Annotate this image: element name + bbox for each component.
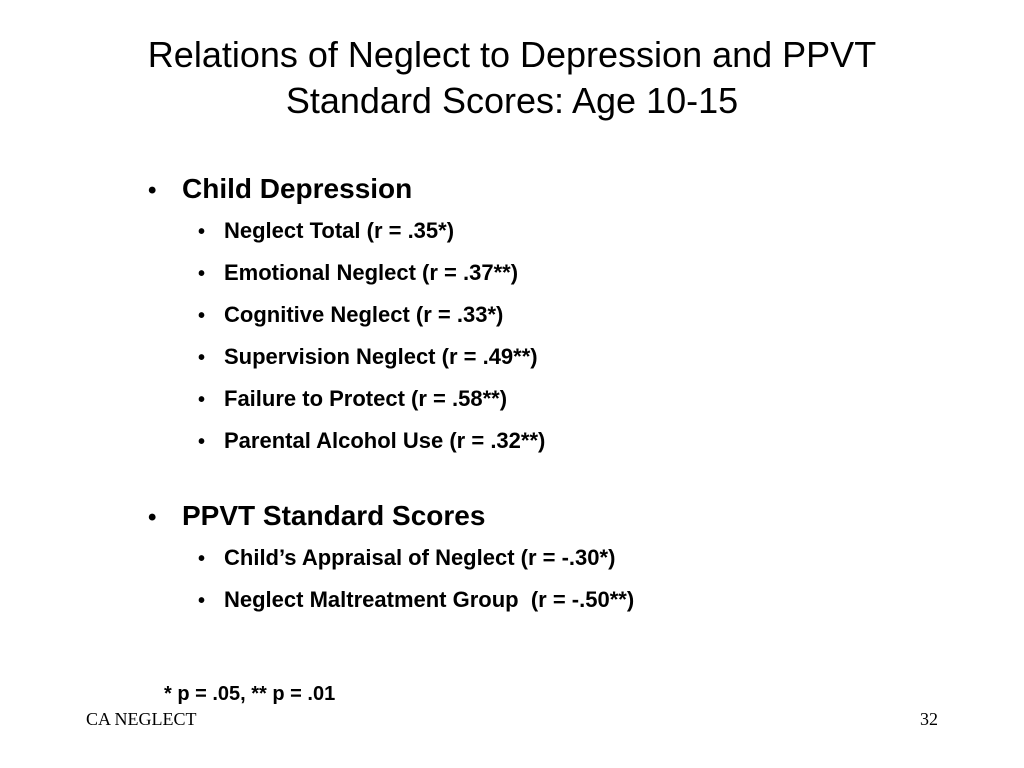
bullet-dot-icon: • — [148, 504, 157, 531]
bullet-ppvt-standard-scores — [146, 495, 946, 539]
list-item-text: Neglect Total (r = .35*) — [224, 218, 455, 243]
significance-footnote: * p = .05, ** p = .01 — [164, 683, 336, 705]
bullet-dot-icon: • — [198, 389, 206, 411]
bullet-child-depression — [146, 168, 946, 212]
bullet-dot-icon: • — [148, 177, 157, 204]
bullet-dot-icon: • — [198, 431, 206, 453]
list-item — [198, 344, 946, 371]
list-item — [198, 545, 946, 572]
bullet-dot-icon: • — [198, 263, 206, 285]
list-item — [198, 386, 946, 413]
ppvt-list — [146, 545, 946, 614]
bullet-dot-icon: • — [198, 590, 206, 612]
child-depression-list — [146, 218, 946, 455]
bullet-dot-icon: • — [198, 548, 206, 570]
list-item — [198, 302, 946, 329]
slide-title — [60, 32, 964, 124]
section-heading: Child Depression — [182, 173, 413, 204]
list-item — [198, 428, 946, 455]
section-ppvt-standard-scores — [146, 495, 946, 614]
bullet-dot-icon: • — [198, 305, 206, 327]
list-item-text: Emotional Neglect (r = .37**) — [224, 260, 519, 285]
section-child-depression — [146, 168, 946, 455]
page-number: 32 — [920, 709, 938, 729]
list-item-text: Failure to Protect (r = .58**) — [224, 386, 508, 411]
footer-label: CA NEGLECT — [86, 709, 197, 729]
list-item-text: Child’s Appraisal of Neglect (r = -.30*) — [224, 545, 616, 570]
list-item-text: Supervision Neglect (r = .49**) — [224, 344, 538, 369]
bullet-dot-icon: • — [198, 347, 206, 369]
list-item — [198, 218, 946, 245]
slide-title-line-1: Relations of Neglect to Depression and PPVT — [147, 34, 877, 75]
list-item — [198, 260, 946, 287]
list-item-text: Parental Alcohol Use (r = .32**) — [224, 428, 546, 453]
list-item-text: Neglect Maltreatment Group (r = -.50**) — [224, 587, 635, 612]
slide-title-line-2: Standard Scores: Age 10-15 — [285, 80, 739, 121]
bullet-dot-icon: • — [198, 221, 206, 243]
slide-body — [146, 168, 946, 614]
section-heading: PPVT Standard Scores — [182, 500, 486, 531]
list-item-text: Cognitive Neglect (r = .33*) — [224, 302, 504, 327]
list-item — [198, 587, 946, 614]
